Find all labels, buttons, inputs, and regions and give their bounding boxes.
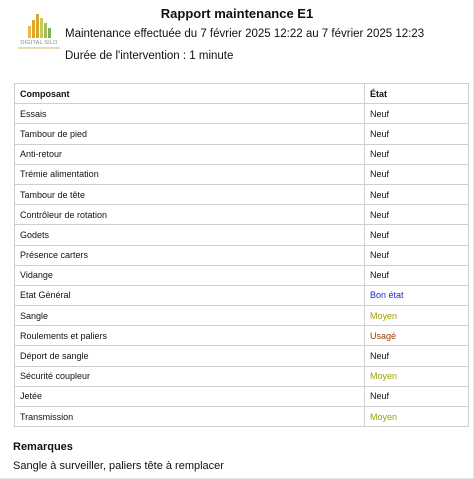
component-state-cell: Neuf [365, 245, 469, 265]
remarks-title: Remarques [13, 441, 73, 453]
component-state-cell: Moyen [365, 407, 469, 427]
component-state-cell: Neuf [365, 205, 469, 225]
component-name-cell: Etat Général [15, 285, 365, 305]
logo-underline [18, 47, 60, 49]
table-row [15, 285, 469, 305]
table-header-row [15, 84, 469, 104]
component-name-cell: Essais [15, 104, 365, 124]
component-state-cell: Usagé [365, 326, 469, 346]
table-row [15, 265, 469, 285]
remarks-text: Sangle à surveiller, paliers tête à remplacer [13, 460, 224, 472]
table-row [15, 205, 469, 225]
component-name-cell: Tambour de pied [15, 124, 365, 144]
table-row [15, 407, 469, 427]
component-state-cell: Neuf [365, 346, 469, 366]
table-row [15, 144, 469, 164]
table-row [15, 225, 469, 245]
component-state-cell: Neuf [365, 265, 469, 285]
components-table [14, 83, 469, 427]
table-row [15, 104, 469, 124]
component-state-cell: Moyen [365, 366, 469, 386]
column-header-etat: État [365, 84, 469, 104]
component-state-cell: Neuf [365, 164, 469, 184]
component-name-cell: Godets [15, 225, 365, 245]
component-name-cell: Anti-retour [15, 144, 365, 164]
table-row [15, 346, 469, 366]
table-row [15, 184, 469, 204]
component-state-cell: Neuf [365, 225, 469, 245]
component-name-cell: Roulements et paliers [15, 326, 365, 346]
component-state-cell: Neuf [365, 124, 469, 144]
logo-text: DIGITAL SILO [20, 40, 58, 46]
table-row [15, 366, 469, 386]
table-body [15, 104, 469, 427]
maintenance-dates: Maintenance effectuée du 7 février 2025 12:22 au 7 février 2025 12:23 [65, 28, 425, 40]
component-name-cell: Tambour de tête [15, 184, 365, 204]
table-row [15, 164, 469, 184]
component-name-cell: Contrôleur de rotation [15, 205, 365, 225]
component-state-cell: Neuf [365, 104, 469, 124]
component-state-cell: Neuf [365, 144, 469, 164]
page-title: Rapport maintenance E1 [160, 6, 314, 21]
component-name-cell: Sécurité coupleur [15, 366, 365, 386]
component-state-cell: Bon état [365, 285, 469, 305]
component-state-cell: Neuf [365, 184, 469, 204]
table-row [15, 306, 469, 326]
component-name-cell: Vidange [15, 265, 365, 285]
component-name-cell: Déport de sangle [15, 346, 365, 366]
component-name-cell: Transmission [15, 407, 365, 427]
component-state-cell: Moyen [365, 306, 469, 326]
column-header-composant: Composant [15, 84, 365, 104]
table-row [15, 245, 469, 265]
table-row [15, 386, 469, 406]
table-row [15, 124, 469, 144]
component-name-cell: Sangle [15, 306, 365, 326]
component-name-cell: Trémie alimentation [15, 164, 365, 184]
component-name-cell: Jetée [15, 386, 365, 406]
component-state-cell: Neuf [365, 386, 469, 406]
table-row [15, 326, 469, 346]
component-name-cell: Présence carters [15, 245, 365, 265]
intervention-duration: Durée de l'intervention : 1 minute [65, 50, 234, 62]
